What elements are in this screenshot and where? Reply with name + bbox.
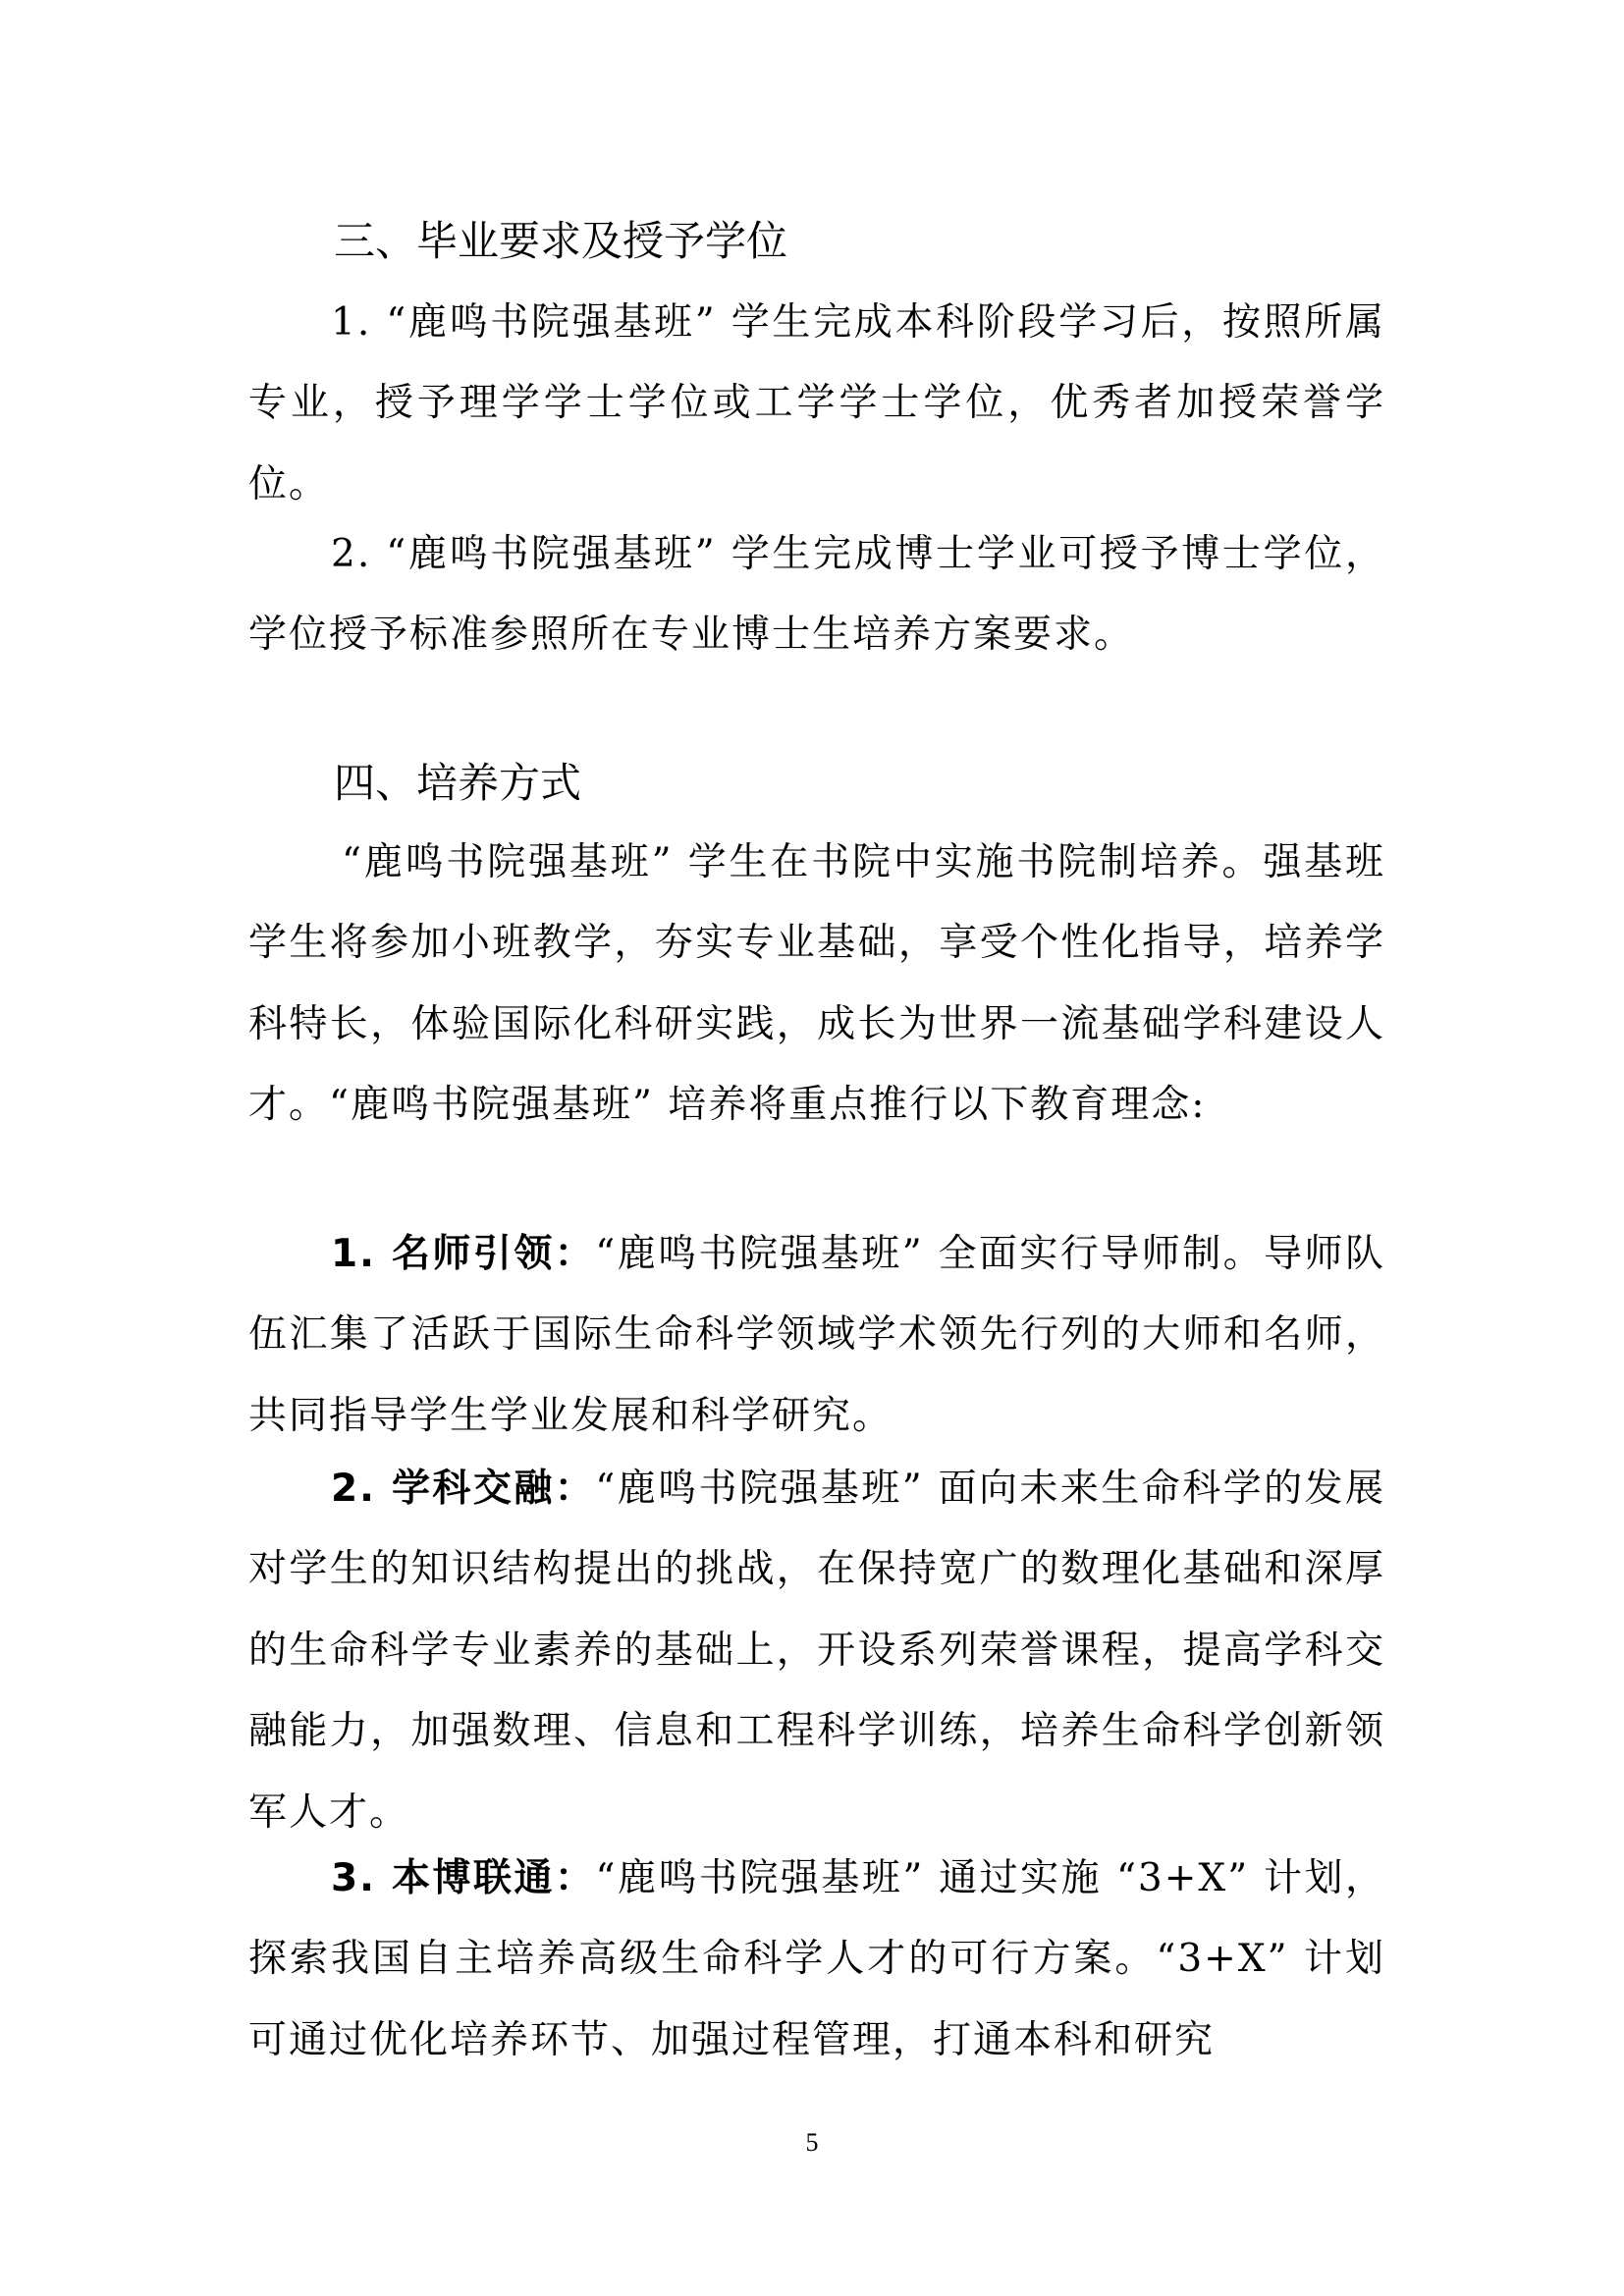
principle-item-2-text: “鹿鸣书院强基班” 面向未来生命科学的发展对学生的知识结构提出的挑战，在保持宽广的数理化基础和深厚的生命科学专业素养的基础上，开设系列荣誉课程，提高学科交融能力，加强数理、信息和工程科学训练，培养生命科学创新领军人才。: [248, 1467, 1385, 1835]
principle-item-1-lead: 1. 名师引领：: [331, 1232, 596, 1276]
page-number: 5: [805, 2128, 819, 2157]
principle-item-1: [248, 1214, 1385, 1457]
principle-item-2-lead: 2. 学科交融：: [331, 1467, 596, 1511]
section-4-intro: “鹿鸣书院强基班” 学生在书院中实施书院制培养。强基班学生将参加小班教学，夯实专业基础，享受个性化指导，培养学科特长，体验国际化科研实践，成长为世界一流基础学科建设人才。“鹿鸣书院强基班” 培养将重点推行以下教育理念:: [248, 840, 1385, 1128]
section-3-paragraph-2: 2. “鹿鸣书院强基班” 学生完成博士学业可授予博士学位，学位授予标准参照所在专业博士生培养方案要求。: [248, 532, 1385, 658]
principle-item-2: [248, 1449, 1385, 1853]
section-3-heading: 三、毕业要求及授予学位: [334, 217, 788, 265]
principle-item-1-text: “鹿鸣书院强基班” 全面实行导师制。导师队伍汇集了活跃于国际生命科学领域学术领先行列的大师和名师，共同指导学生学业发展和科学研究。: [248, 1232, 1385, 1438]
principle-item-3: [248, 1839, 1385, 2081]
section-3-paragraph-1: 1. “鹿鸣书院强基班” 学生完成本科阶段学习后，按照所属专业，授予理学学士学位或工学学士学位，优秀者加授荣誉学位。: [248, 300, 1385, 507]
principle-item-3-text: “鹿鸣书院强基班” 通过实施 “3+X” 计划，探索我国自主培养高级生命科学人才的可行方案。“3+X” 计划可通过优化培养环节、加强过程管理，打通本科和研究: [248, 1856, 1385, 2062]
principle-item-3-lead: 3. 本博联通：: [331, 1856, 596, 1900]
section-4-heading: 四、培养方式: [334, 759, 582, 807]
